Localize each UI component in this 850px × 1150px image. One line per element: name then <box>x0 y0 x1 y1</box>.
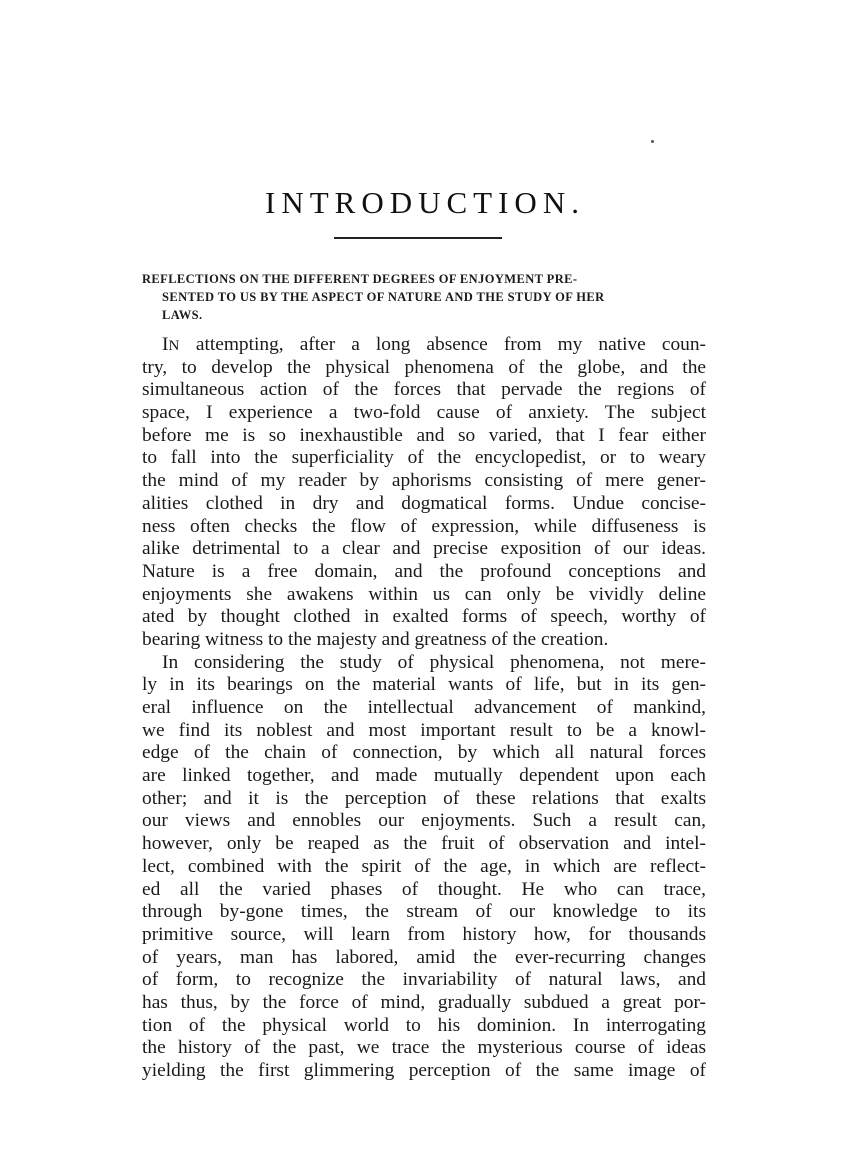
dropcap-small-caps: N <box>168 338 180 354</box>
text-line: of years, man has labored, amid the ever-recurring changes <box>142 946 706 968</box>
text-line: to fall into the superficiality of the encyclopedist, or to weary <box>142 447 706 469</box>
heading-rule <box>334 237 502 239</box>
dropcap-first-letter: I <box>162 334 169 355</box>
text-line: ly in its bearings on the material wants of life, but in its gen- <box>142 674 706 696</box>
text-line: alike detrimental to a clear and precise exposition of our ideas. <box>142 538 706 560</box>
text-line: the mind of my reader by aphorisms consisting of mere gener- <box>142 470 706 492</box>
text-line: yielding the first glimmering perception of the same image of <box>142 1060 706 1081</box>
text-line-content: attempting, after a long absence from my native coun- <box>179 334 706 355</box>
text-line: are linked together, and made mutually dependent upon each <box>142 765 706 787</box>
text-line: enjoyments she awakens within us can only be vividly deline <box>142 583 706 605</box>
chapter-subtitle <box>142 270 704 324</box>
text-line: ed all the varied phases of thought. He who can trace, <box>142 878 706 900</box>
text-line: eral influence on the intellectual advancement of mankind, <box>142 697 706 718</box>
text-line: try, to develop the physical phenomena of the globe, and the <box>142 356 706 378</box>
subtitle-line: SENTED TO US BY THE ASPECT OF NATURE AND THE STUDY OF HER <box>162 290 605 304</box>
text-line: through by-gone times, the stream of our knowledge to its <box>142 901 706 923</box>
text-line: ness often checks the flow of expression, while diffuseness is <box>142 515 706 537</box>
subtitle-line: REFLECTIONS ON THE DIFFERENT DEGREES OF ENJOYMENT PRE- <box>142 272 578 286</box>
text-line: primitive source, will learn from history how, for thousands <box>142 923 706 945</box>
body-text <box>142 334 706 1083</box>
text-line <box>142 334 706 357</box>
text-line: our views and ennobles our enjoyments. Such a result can, <box>142 810 706 832</box>
text-line: before me is so inexhaustible and so varied, that I fear either <box>142 424 706 446</box>
print-speck <box>651 140 654 143</box>
text-line: tion of the physical world to his dominion. In interrogating <box>142 1014 706 1036</box>
text-line: we find its noblest and most important result to be a knowl- <box>142 719 706 741</box>
text-line: bearing witness to the majesty and greatness of the creation. <box>142 628 609 650</box>
text-line: In considering the study of physical phenomena, not mere- <box>162 651 706 673</box>
text-line: space, I experience a two-fold cause of anxiety. The subject <box>142 402 706 424</box>
text-line: of form, to recognize the invariability of natural laws, and <box>142 969 706 991</box>
text-line: simultaneous action of the forces that pervade the regions of <box>142 379 706 401</box>
subtitle-line: LAWS. <box>162 308 203 322</box>
chapter-heading: INTRODUCTION. <box>265 185 585 220</box>
text-line: the history of the past, we trace the mysterious course of ideas <box>142 1037 706 1059</box>
text-line: however, only be reaped as the fruit of observation and intel- <box>142 833 706 855</box>
text-line: alities clothed in dry and dogmatical forms. Undue concise- <box>142 492 706 514</box>
text-line: Nature is a free domain, and the profound conceptions and <box>142 560 706 582</box>
text-line: edge of the chain of connection, by which all natural forces <box>142 742 706 764</box>
text-line: has thus, by the force of mind, gradually subdued a great por- <box>142 991 706 1013</box>
text-line: other; and it is the perception of these relations that exalts <box>142 787 706 809</box>
text-line: lect, combined with the spirit of the age, in which are reflect- <box>142 855 706 877</box>
text-line: ated by thought clothed in exalted forms of speech, worthy of <box>142 606 706 628</box>
